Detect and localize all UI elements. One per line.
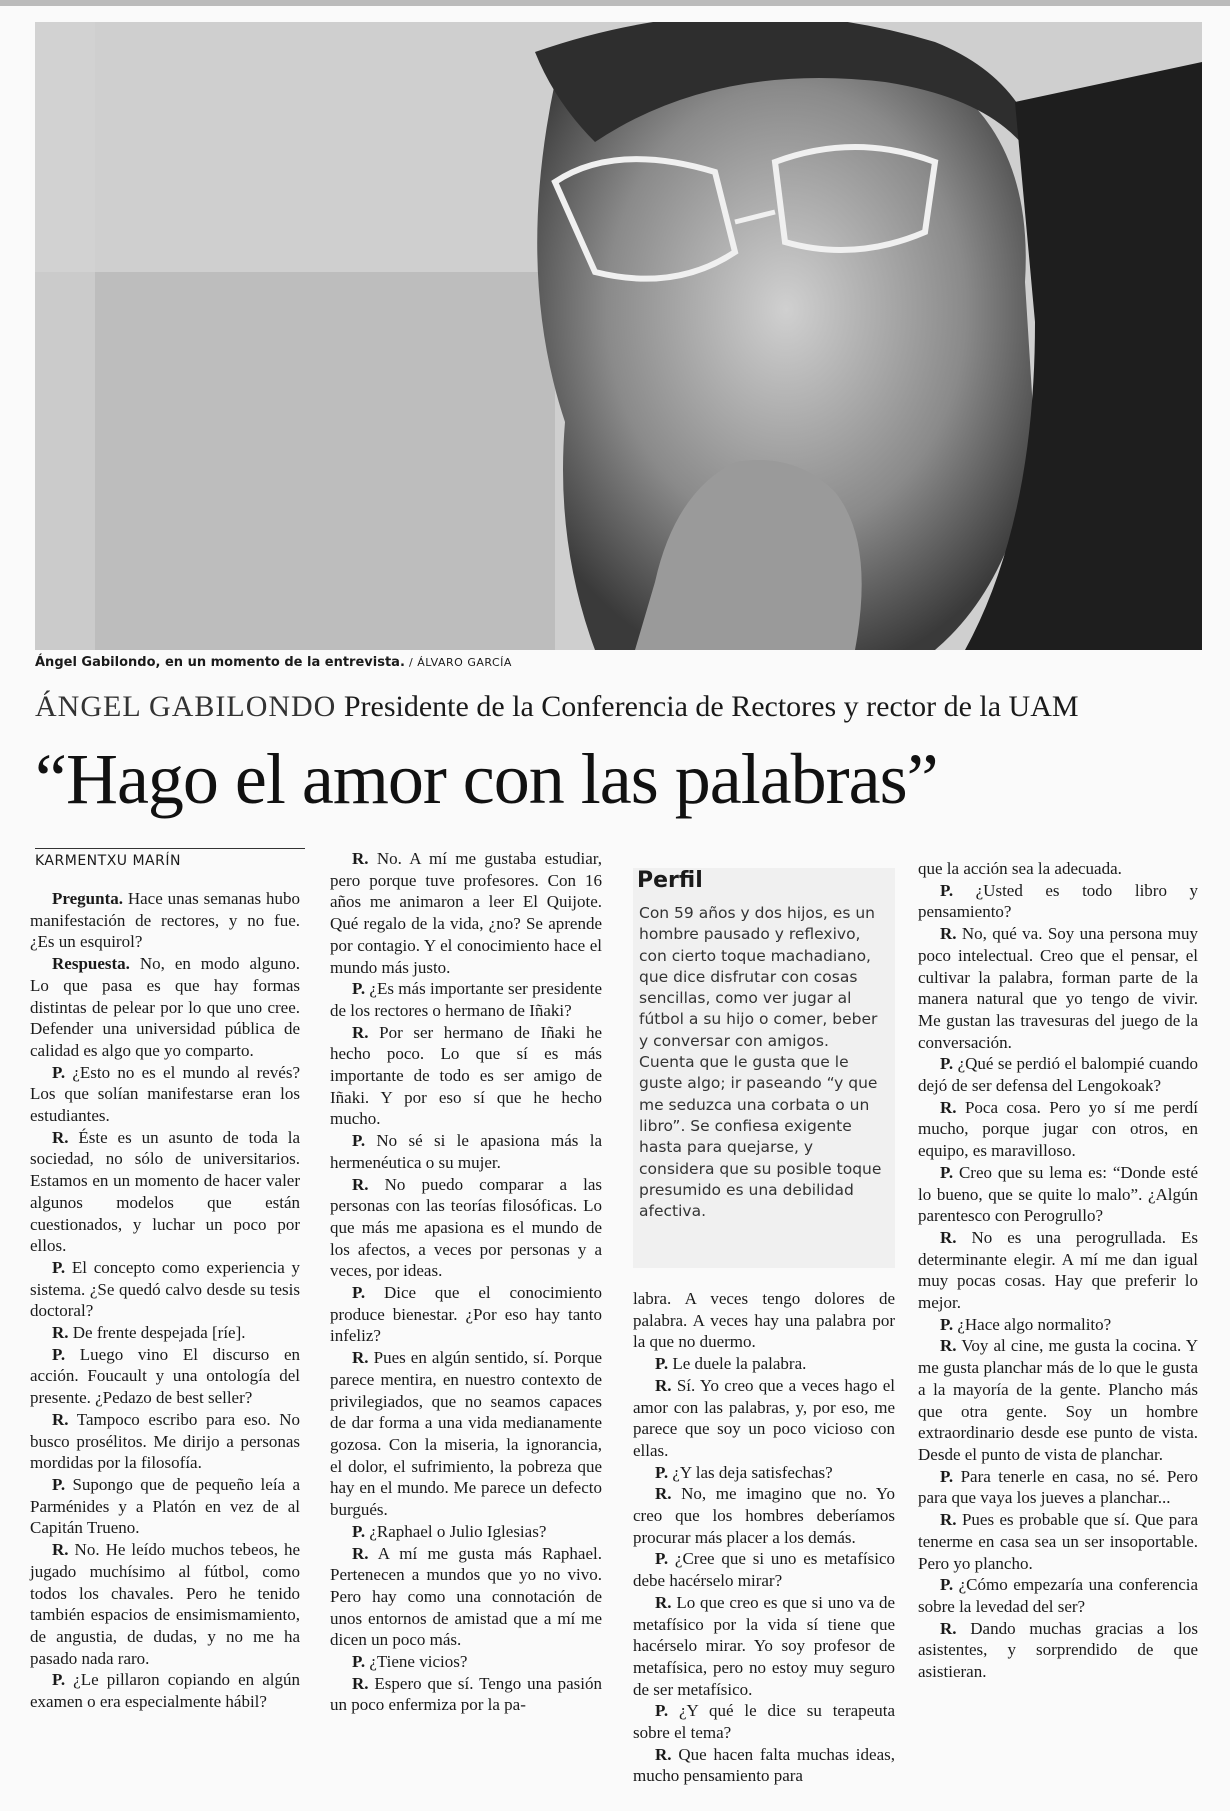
qa-paragraph: [330, 1282, 602, 1347]
portrait-photo: [35, 22, 1202, 650]
qa-label: R.: [352, 1543, 369, 1563]
qa-label: R.: [655, 1484, 672, 1504]
qa-text: Hace unas semanas hubo manifestación de rectores, y no fue. ¿Es un esquirol?: [30, 889, 301, 952]
qa-text: Lo que creo es que si uno va de metafísico por la vida sí tiene que hacérselo mirar. Yo soy profesor de metafísica, pero no estoy muy seguro de ser metafísico.: [633, 1592, 895, 1699]
qa-label: R.: [940, 1336, 957, 1356]
qa-text: Tampoco escribo para eso. No busco prosélitos. Me dirijo a personas mordidas por la filosofía.: [30, 1409, 300, 1473]
qa-label: P.: [352, 1283, 366, 1303]
qa-label: R.: [940, 1097, 957, 1117]
qa-label: P.: [655, 1462, 669, 1482]
qa-label: R.: [52, 1540, 69, 1560]
qa-label: Respuesta.: [52, 954, 130, 974]
qa-paragraph: [918, 1618, 1198, 1683]
qa-label: P.: [940, 1054, 954, 1074]
qa-label: P.: [352, 1652, 366, 1672]
profile-text: Con 59 años y dos hijos, es un hombre pausado y reflexivo, con cierto toque machadiano, que dice disfrutar con cosas sencillas, como ver jugar al fútbol a su hijo o comer, beber y conversar con amigos. Cuenta que le gusta que le guste algo; ir paseando “y que me seduzca una corbata o un libro”. Se confiesa exigente hasta para quejarse, y considera que su posible toque presumido es una debilidad afectiva.: [639, 904, 882, 1221]
qa-paragraph: [330, 1130, 602, 1173]
qa-paragraph: [918, 1097, 1198, 1162]
qa-label: P.: [52, 1257, 66, 1277]
qa-text: ¿Hace algo normalito?: [957, 1314, 1112, 1334]
kicker: [35, 690, 1079, 724]
qa-paragraph: [30, 1322, 300, 1344]
qa-label: R.: [655, 1744, 672, 1764]
qa-paragraph: [633, 1462, 895, 1484]
qa-text: ¿Raphael o Julio Iglesias?: [369, 1521, 547, 1541]
column-2: [330, 848, 602, 1716]
qa-text: Para tenerle en casa, no sé. Pero para que vaya los jueves a planchar...: [918, 1466, 1198, 1508]
qa-text: No, en modo alguno. Lo que pasa es que hay formas distintas de pelear por lo que uno cree. Defender una universidad pública de calidad es algo que yo comparto.: [30, 954, 300, 1060]
qa-paragraph: [330, 1347, 602, 1521]
qa-paragraph: [30, 953, 300, 1062]
qa-paragraph: [330, 1022, 602, 1131]
qa-text: No. He leído muchos tebeos, he jugado muchísimo al fútbol, como todos los chavales. Pero he tenido también espacios de ensimismamiento, de angustia, de dudas, y no me ha pasado nada raro.: [30, 1540, 301, 1668]
qa-text: Pues es probable que sí. Que para tenerme en casa sea un ser insoportable. Pero yo plancho.: [918, 1510, 1199, 1573]
qa-text: No puedo comparar a las personas con las teorías filosóficas. Lo que más me apasiona es el mundo de los afectos, a veces por personas y a veces, por ideas.: [330, 1174, 602, 1281]
qa-text: No sé si le apasiona más la hermenéutica o su mujer.: [330, 1131, 602, 1172]
qa-label: Pregunta.: [52, 889, 123, 908]
headline: “Hago el amor con las palabras”: [35, 739, 938, 819]
qa-text: Le duele la palabra.: [672, 1354, 807, 1374]
portrait-icon: [35, 22, 1202, 650]
qa-paragraph: [918, 1053, 1198, 1096]
qa-text: No. A mí me gustaba estudiar, pero porque tuve profesores. Con 16 años me animaron a leer El Quijote. Qué regalo de la vida, ¿no? Se aprende por contagio. Y el conocimiento hace el mundo más justo.: [330, 849, 602, 977]
page-top-rule: [0, 0, 1230, 6]
qa-paragraph: [918, 858, 1198, 880]
qa-text: Éste es un asunto de toda la sociedad, no sólo de universitarios. Estamos en un momento de hacer valer algunos modelos que están cuestionados, y luchar un poco por ellos.: [30, 1127, 300, 1256]
qa-label: R.: [352, 1022, 369, 1042]
qa-text: Dice que el conocimiento produce bienestar. ¿Por eso hay tanto infeliz?: [330, 1283, 602, 1346]
qa-label: R.: [655, 1592, 672, 1612]
photo-credit: / ÁLVARO GARCÍA: [409, 656, 512, 669]
qa-paragraph: [918, 1466, 1198, 1509]
qa-label: P.: [940, 880, 954, 900]
qa-text: ¿Y qué le dice su terapeuta sobre el tema?: [633, 1701, 896, 1743]
qa-paragraph: [30, 1127, 300, 1257]
qa-paragraph: [330, 848, 602, 978]
qa-text: No es una perogrullada. Es determinante elegir. A mí me dan igual muy pocas cosas. Hay que preferir lo mejor.: [918, 1227, 1199, 1313]
qa-paragraph: [918, 923, 1198, 1053]
qa-paragraph: [918, 1227, 1198, 1314]
qa-text: Poca cosa. Pero yo sí me perdí mucho, porque jugar con otros, en equipo, es maravilloso.: [918, 1097, 1199, 1161]
qa-paragraph: [918, 1162, 1198, 1227]
qa-label: R.: [52, 1409, 69, 1429]
qa-text: Creo que su lema es: “Donde esté lo bueno, que se quite lo malo”. ¿Algún parentesco con Perogrullo?: [918, 1162, 1198, 1226]
qa-paragraph: [30, 1344, 300, 1409]
qa-paragraph: [330, 1521, 602, 1543]
qa-label: P.: [655, 1549, 669, 1569]
qa-label: R.: [940, 1227, 957, 1247]
profile-title: Perfil: [637, 868, 703, 893]
qa-label: P.: [655, 1701, 669, 1721]
qa-paragraph: [30, 1257, 300, 1322]
qa-paragraph: [633, 1548, 895, 1591]
qa-paragraph: [633, 1592, 895, 1701]
qa-paragraph: [330, 1673, 602, 1716]
qa-text: ¿Le pillaron copiando en algún examen o era especialmente hábil?: [30, 1670, 301, 1712]
qa-text: que la acción sea la adecuada.: [918, 859, 1122, 878]
qa-label: P.: [52, 1062, 66, 1082]
qa-text: labra. A veces tengo dolores de palabra. A veces hay una palabra por la que no duermo.: [633, 1289, 895, 1352]
qa-text: ¿Tiene vicios?: [369, 1652, 468, 1672]
qa-text: ¿Qué se perdió el balompié cuando dejó de ser defensa del Lengokoak?: [918, 1054, 1199, 1096]
qa-text: No, qué va. Soy una persona muy poco intelectual. Creo que el pensar, el cultivar la palabra, forman parte de la manera natural que yo tengo de vivir. Me gustan las travesuras del juego de la conversación.: [918, 924, 1198, 1052]
qa-text: ¿Usted es todo libro y pensamiento?: [918, 880, 1198, 922]
qa-label: R.: [352, 1673, 369, 1693]
qa-label: P.: [352, 979, 366, 999]
qa-paragraph: [633, 1353, 895, 1375]
qa-label: P.: [352, 1521, 366, 1541]
qa-paragraph: [633, 1375, 895, 1462]
caption-text: Ángel Gabilondo, en un momento de la entrevista.: [35, 655, 405, 670]
qa-text: A mí me gusta más Raphael. Pertenecen a mundos que yo no vivo. Pero hay como una connotación de unos entornos de amistad que a mí me dicen un poco más.: [330, 1543, 602, 1650]
photo-caption: [35, 655, 512, 670]
qa-paragraph: [918, 1335, 1198, 1465]
qa-label: P.: [655, 1354, 669, 1374]
qa-paragraph: [30, 1062, 300, 1127]
qa-paragraph: [633, 1700, 895, 1743]
qa-text: Dando muchas gracias a los asistentes, y sorprendido de que asistieran.: [918, 1618, 1199, 1682]
qa-label: R.: [940, 1510, 957, 1530]
qa-text: Voy al cine, me gusta la cocina. Y me gusta planchar más de lo que le gusta a la mayoría de la gente. Plancho más que otra gente. Soy un hombre extraordinario desde ese punto de vista. Desde el punto de vista de planchar.: [918, 1336, 1198, 1464]
profile-box: [633, 868, 895, 1268]
qa-text: De frente despejada [ríe].: [72, 1323, 246, 1343]
qa-label: R.: [352, 849, 369, 868]
qa-paragraph: [330, 978, 602, 1021]
qa-text: Por ser hermano de Iñaki he hecho poco. Lo que sí es más importante de todo es ser amigo de Iñaki. Y por eso sí que he hecho mucho.: [330, 1022, 603, 1129]
qa-paragraph: [30, 1474, 300, 1539]
qa-text: Pues en algún sentido, sí. Porque parece mentira, en nuestro contexto de privilegiados, que no seamos capaces de dar forma a una vida medianamente gozosa. Con la miseria, la ignorancia, el dolor, el sufrimiento, la pobreza que hay en el mundo. Me parece un defecto burgués.: [330, 1348, 602, 1520]
column-1: [30, 888, 300, 1713]
column-4: [918, 858, 1198, 1683]
qa-paragraph: [330, 1174, 602, 1283]
qa-paragraph: [918, 880, 1198, 923]
qa-label: R.: [940, 924, 957, 944]
qa-paragraph: [633, 1288, 895, 1353]
qa-label: P.: [52, 1670, 66, 1690]
qa-label: P.: [940, 1466, 954, 1486]
qa-text: ¿Esto no es el mundo al revés? Los que solían manifestarse eran los estudiantes.: [30, 1062, 301, 1126]
qa-paragraph: [30, 1539, 300, 1669]
qa-paragraph: [918, 1509, 1198, 1574]
qa-label: P.: [352, 1131, 366, 1151]
qa-text: El concepto como experiencia y sistema. ¿Se quedó calvo desde su tesis doctoral?: [30, 1257, 301, 1321]
interviewee-role: Presidente de la Conferencia de Rectores y rector de la UAM: [343, 690, 1079, 723]
qa-label: R.: [52, 1323, 69, 1343]
qa-label: R.: [352, 1348, 369, 1368]
qa-text: Que hacen falta muchas ideas, mucho pensamiento para: [633, 1744, 895, 1786]
qa-paragraph: [330, 1651, 602, 1673]
qa-text: ¿Es más importante ser presidente de los rectores o hermano de Iñaki?: [330, 979, 603, 1020]
qa-label: R.: [940, 1618, 957, 1638]
qa-text: No, me imagino que no. Yo creo que los hombres deberíamos procurar más placer a los demás.: [633, 1484, 896, 1547]
byline: KARMENTXU MARÍN: [35, 848, 305, 869]
qa-paragraph: [633, 1744, 895, 1787]
qa-paragraph: [918, 1314, 1198, 1336]
qa-text: Sí. Yo creo que a veces hago el amor con las palabras, y, por eso, me parece que soy un poco vicioso con ellas.: [633, 1375, 896, 1460]
qa-text: Supongo que de pequeño leía a Parménides y a Platón en vez de al Capitán Trueno.: [30, 1474, 301, 1538]
qa-label: R.: [52, 1127, 69, 1147]
interviewee-name: ÁNGEL GABILONDO: [35, 690, 337, 723]
qa-paragraph: [330, 1543, 602, 1652]
qa-paragraph: [633, 1483, 895, 1548]
qa-label: R.: [352, 1174, 369, 1194]
qa-text: ¿Cree que si uno es metafísico debe hacérselo mirar?: [633, 1549, 895, 1591]
column-3: [633, 1288, 895, 1787]
qa-paragraph: [918, 1574, 1198, 1617]
qa-label: R.: [655, 1375, 672, 1395]
qa-text: Espero que sí. Tengo una pasión un poco enfermiza por la pa-: [330, 1673, 602, 1715]
qa-paragraph: [30, 1409, 300, 1474]
qa-text: Luego vino El discurso en acción. Foucault y una ontología del presente. ¿Pedazo de best seller?: [30, 1344, 301, 1408]
qa-label: P.: [940, 1575, 954, 1595]
qa-paragraph: [30, 888, 300, 953]
qa-label: P.: [940, 1162, 954, 1182]
qa-label: P.: [940, 1314, 954, 1334]
qa-label: P.: [52, 1474, 66, 1494]
qa-label: P.: [52, 1344, 66, 1364]
qa-text: ¿Cómo empezaría una conferencia sobre la levedad del ser?: [918, 1575, 1199, 1616]
qa-paragraph: [30, 1669, 300, 1712]
qa-text: ¿Y las deja satisfechas?: [672, 1462, 833, 1482]
